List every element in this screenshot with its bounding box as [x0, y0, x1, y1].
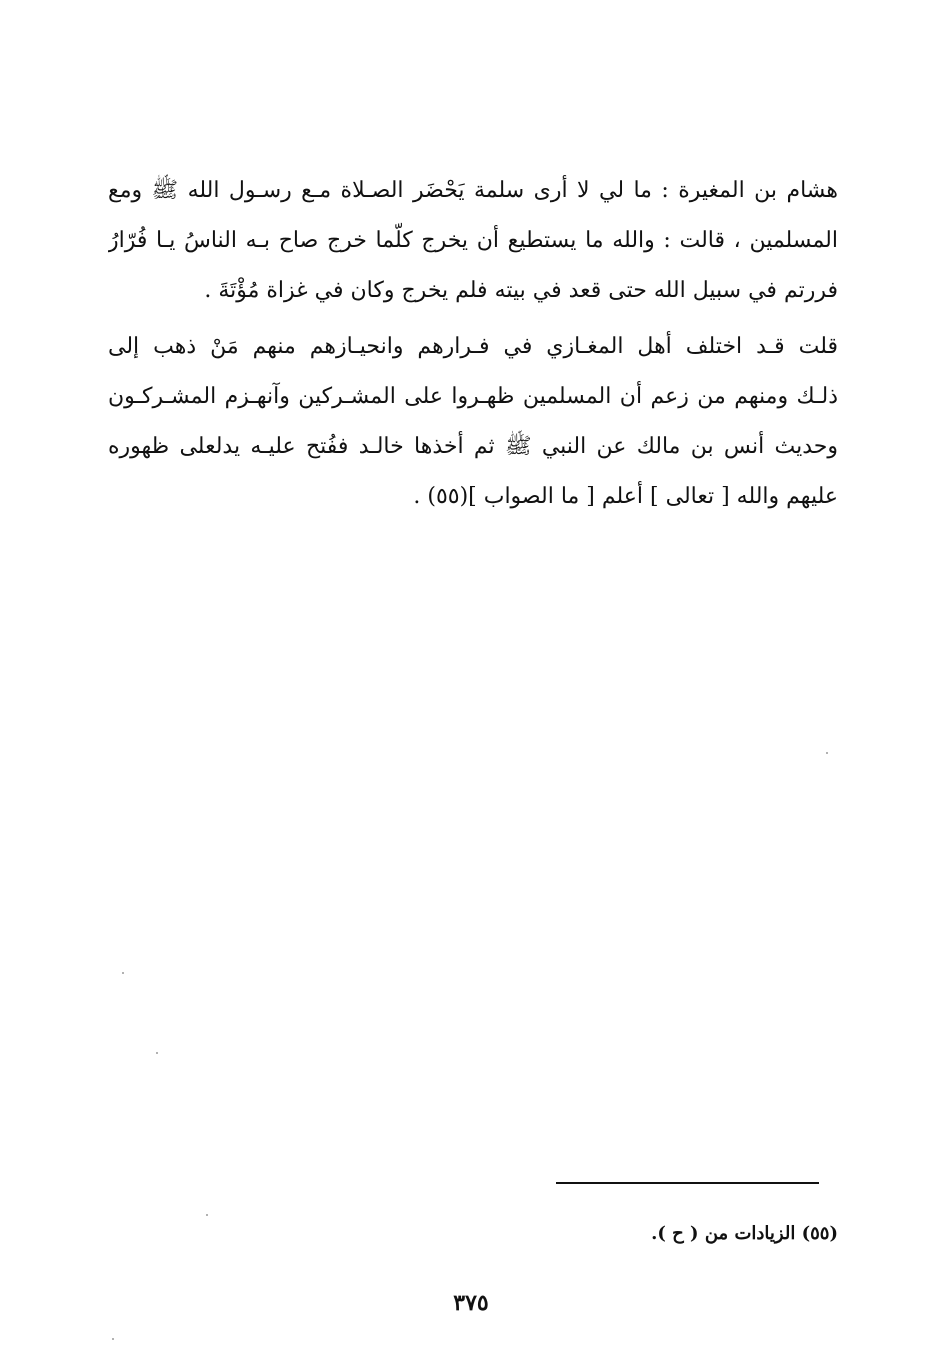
scan-speck	[206, 1214, 208, 1216]
text-line: المسلمين ، قالت : والله ما يستطيع أن يخرج كلّما خرج صاح بـه الناسُ يـا فُرّارُ	[108, 228, 838, 253]
paragraph-2	[108, 322, 838, 522]
scan-speck	[122, 972, 124, 974]
footnote-divider	[556, 1182, 819, 1184]
text-line: عليهم والله [ تعالى ] أعلم [ ما الصواب ](٥٥) .	[413, 484, 838, 509]
scan-speck	[156, 1052, 158, 1054]
text-line: ذلـك ومنهم من زعم أن المسلمين ظهـروا على المشـركين وآنهـزم المشـركـون	[108, 384, 838, 409]
scan-speck	[112, 1338, 114, 1340]
page-number: ٣٧٥	[453, 1290, 489, 1316]
footnote: (٥٥) الزيادات من ( ح ).	[651, 1223, 838, 1244]
text-line: وحديث أنس بن مالك عن النبي ﷺ ثم أخذها خالـد ففُتح عليـه يدلعلى ظهوره	[108, 434, 838, 459]
text-line: هشام بن المغيرة : ما لي لا أرى سلمة يَحْضَر الصـلاة مـع رسـول الله ﷺ ومع	[108, 178, 838, 203]
text-line: فررتم في سبيل الله حتى قعد في بيته فلم يخرج وكان في غزاة مُؤْتَةَ .	[204, 278, 838, 303]
paragraph-1	[108, 166, 838, 316]
text-line: قلت قـد اختلف أهل المغـازي في فـرارهم وانحيـازهم منهم مَنْ ذهب إلى	[108, 334, 838, 359]
scan-speck	[826, 752, 828, 754]
